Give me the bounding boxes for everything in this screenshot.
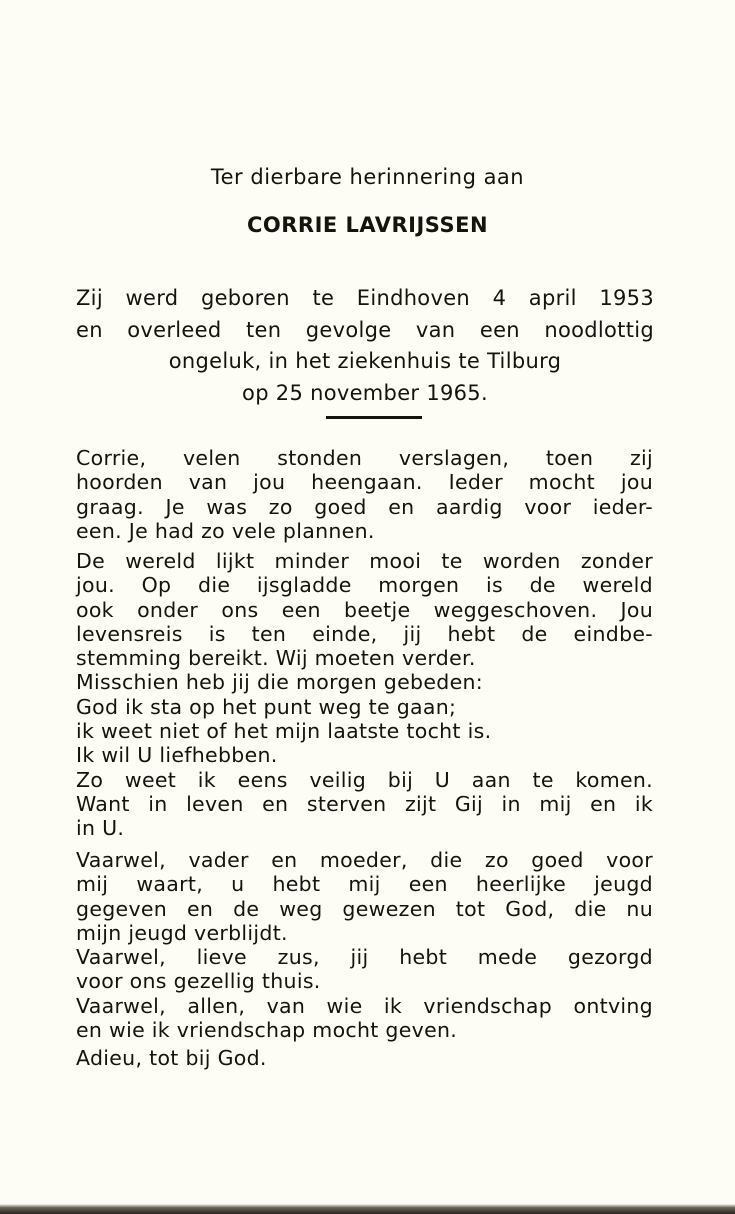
text-line: graag. Je was zo goed en aardig voor ieder- <box>76 494 653 519</box>
deceased-name: CORRIE LAVRIJSSEN <box>246 213 489 237</box>
text-line: Vaarwel, vader en moeder, die zo goed voor <box>76 848 653 872</box>
text-line: hoorden van jou heengaan. Ieder mocht jou <box>76 470 653 495</box>
text-line: Zo weet ik eens veilig bij U aan te komen. <box>76 767 653 792</box>
intro-line: Ter dierbare herinnering aan <box>210 165 525 189</box>
divider <box>326 416 422 419</box>
text-line: mijn jeugd verblijdt. <box>76 920 288 945</box>
text-line: mij waart, u hebt mij een heerlijke jeugd <box>76 872 653 897</box>
text-line: een. Je had zo vele plannen. <box>76 518 375 543</box>
text-line: en wie ik vriendschap mocht geven. <box>76 1018 458 1043</box>
text-line: jou. Op die ijsgladde morgen is de wereld <box>76 573 653 598</box>
text-line: Ik wil U liefhebben. <box>76 743 278 768</box>
closing-line: Adieu, tot bij God. <box>76 1046 267 1070</box>
paragraph-2 <box>76 549 653 841</box>
paragraph-1 <box>76 446 653 543</box>
text-line: ik weet niet of het mijn laatste tocht is. <box>76 719 492 744</box>
bio-line: Zij werd geboren te Eindhoven 4 april 1953 <box>76 286 654 310</box>
card-bottom-edge <box>0 1204 735 1214</box>
text-line: Corrie, velen stonden verslagen, toen zij <box>76 446 653 470</box>
text-line: voor ons gezellig thuis. <box>76 969 321 994</box>
paragraph-3 <box>76 848 653 1042</box>
text-line: De wereld lijkt minder mooi te worden zonder <box>76 549 653 573</box>
biography <box>76 283 654 409</box>
bio-line: op 25 november 1965. <box>242 380 488 405</box>
bio-line: ongeluk, in het ziekenhuis te Tilburg <box>168 349 562 373</box>
text-line: in U. <box>76 816 125 841</box>
text-line: Misschien heb jij die morgen gebeden: <box>76 670 483 695</box>
text-line: Want in leven en sterven zijt Gij in mij en ik <box>76 791 653 816</box>
bio-line: en overleed ten gevolge van een noodlottig <box>76 317 654 342</box>
text-line: gegeven en de weg gewezen tot God, die nu <box>76 896 653 921</box>
text-line: ook onder ons een beetje weggeschoven. Jou <box>76 597 653 622</box>
text-line: Vaarwel, lieve zus, jij hebt mede gezorgd <box>76 945 653 970</box>
closing-paragraph <box>76 1046 653 1070</box>
text-line: levensreis is ten einde, jij hebt de eindbe- <box>76 621 653 646</box>
text-line: stemming bereikt. Wij moeten verder. <box>76 646 476 671</box>
text-line: Vaarwel, allen, van wie ik vriendschap ontving <box>76 993 653 1018</box>
text-line: God ik sta op het punt weg te gaan; <box>76 694 457 719</box>
